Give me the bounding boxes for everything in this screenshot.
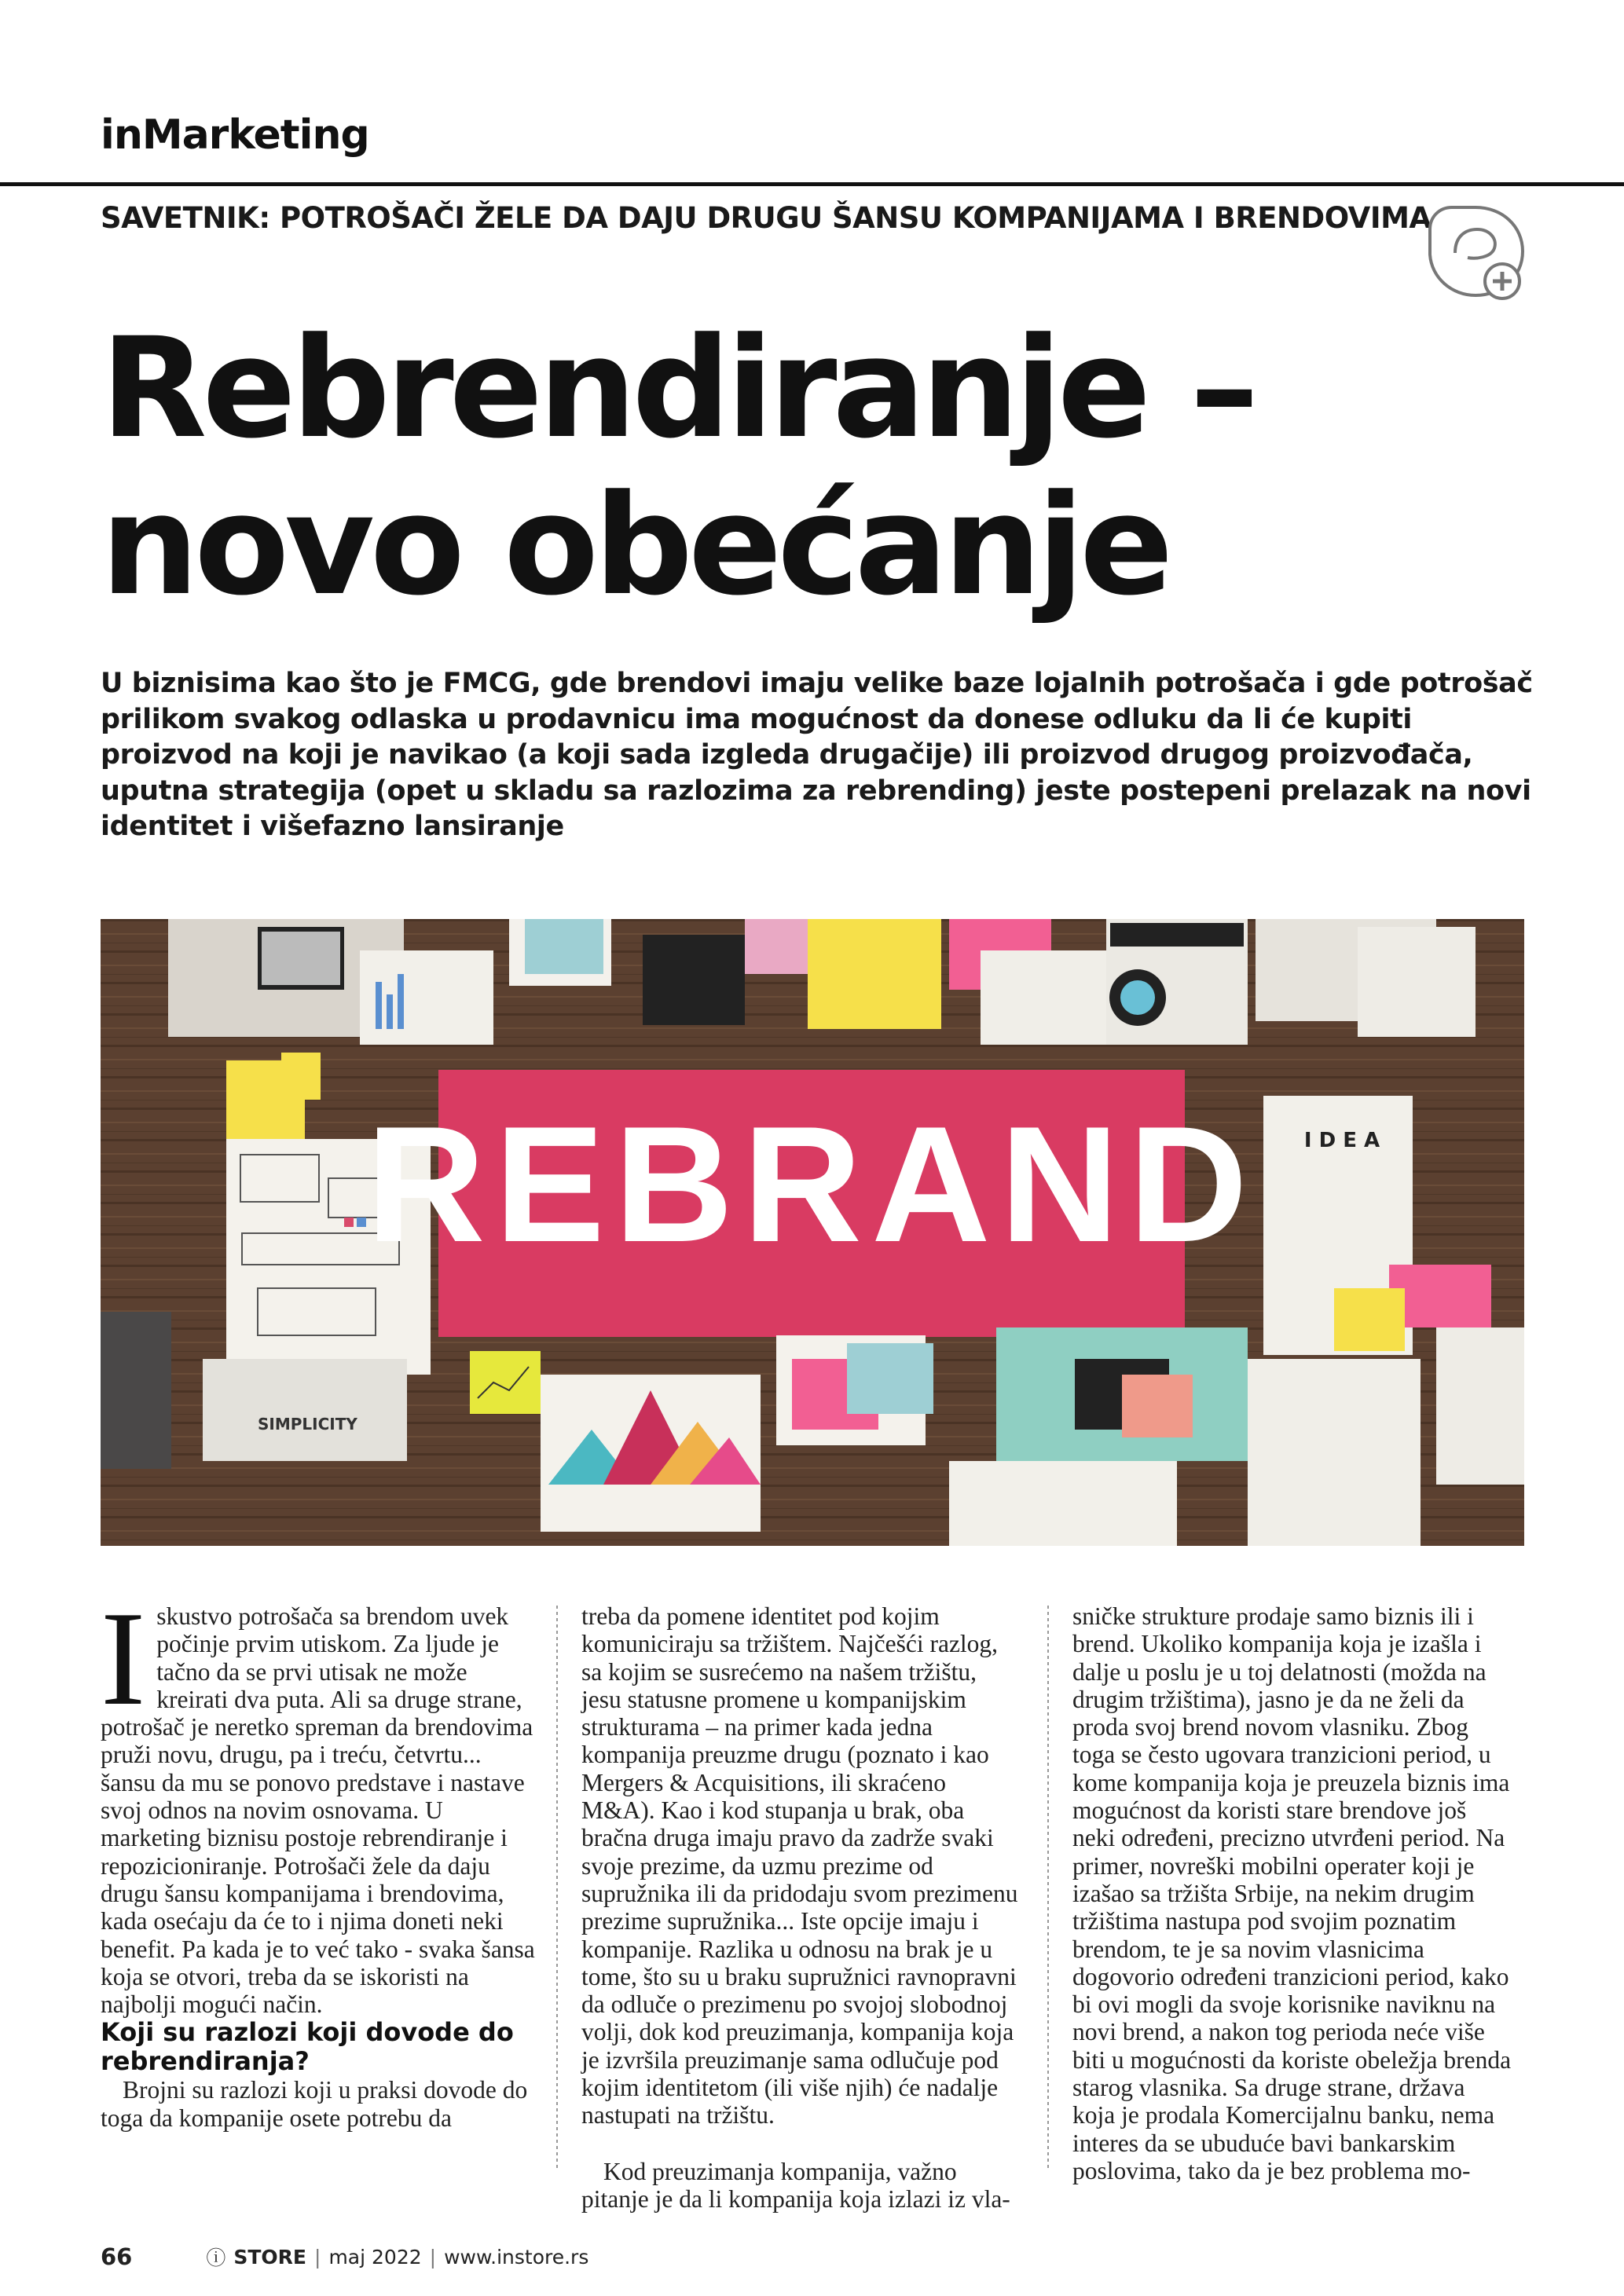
subheading: Koji su razlozi koji dovode do rebrendiranja?: [101, 2017, 514, 2077]
article-column-2: [581, 1602, 1021, 2213]
separator: |: [314, 2245, 321, 2269]
article-column-1: [101, 1584, 541, 2132]
rebrand-photo: [101, 919, 1524, 1546]
section-label: inMarketing: [101, 112, 369, 159]
paragraph: Kod preuzimanja kompanija, važno pitanje je da li kompanija koja izlazi iz vla-: [581, 2157, 1010, 2213]
website-url: www.instore.rs: [444, 2245, 589, 2269]
lead-paragraph: U biznisima kao što je FMCG, gde brendovi imaju velike baze lojalnih potrošača i gde potrošač prilikom svakog odlaska u prodavnicu ima mogućnost da donese odluku da li će kupiti proizvod na koji je navikao (a koji sada izgleda drugačije) ili proizvod drugog proizvođača, uputna strategija (opet u skladu sa razlozima za rebrending) jeste postepeni prelazak na novi identitet i višefazno lansiranje: [101, 668, 1533, 842]
column-divider: [1047, 1606, 1049, 2171]
headline-line-1: Rebrendiranje –: [101, 308, 1255, 469]
intro-paragraph: skustvo potrošača sa brendom uvek počinje prvim utiskom. Za ljude je tačno da se prvi utisak ne može kreirati dva puta. Ali sa druge strane, potrošač je neretko spreman da brendovima pruži novu, drugu, pa i treću, četvrtu... šansu da mu se ponovo predstave i nastave svoj odnos na novim osnovama. U marketing biznisu postoje rebrendiranje i repozicioniranje. Potrošači žele da daju drugu šansu kompanijama i brendovima, kada osećaju da će to i njima doneti neki benefit. Pa kada je to već tako - svaka šansa koja se otvori, treba da se iskoristi na najbolji mogući način.: [101, 1602, 535, 2019]
column-divider: [556, 1606, 558, 2171]
publication-logo-icon: ⓘ: [206, 2247, 226, 2269]
separator: |: [429, 2245, 437, 2269]
paragraph: treba da pomene identitet pod kojim komuniciraju sa tržištem. Najčešći razlog, sa kojim se susrećemo na našem tržištu, jesu statusne promene u kompanijskim strukturama – na primer kada jedna kompanija preuzme drugu (poznato i kao Mergers & Acquisitions, ili skraćeno M&A). Kao i kod stupanja u brak, oba bračna druga imaju pravo da zadrže svaki svoje prezime, da uzmu prezime od supružnika ili da pridodaju svom prezimenu prezime supružnika... Iste opcije imaju i kompanije. Razlika u odnosu na brak je u tome, što su u braku supružnici ravnopravni da odluče o prezimenu po svojoj slobodnoj volji, dok kod preuzimanja, kompanija koja je izvršila preuzimanje sama odlučuje pod kojim identitetom (ili više njih) će nadalje nastupati na tržištu.: [581, 1602, 1018, 2129]
paragraph: Brojni su razlozi koji u praksi dovode do toga da kompanije osete potrebu da: [101, 2076, 528, 2132]
drop-cap: I: [101, 1584, 146, 1734]
logo-mark-icon: [1421, 198, 1531, 308]
publication-name: STORE: [233, 2245, 307, 2269]
page-footer: [101, 2243, 588, 2271]
kicker: SAVETNIK: POTROŠAČI ŽELE DA DAJU DRUGU ŠANSU KOMPANIJAMA I BRENDOVIMA: [101, 201, 1432, 235]
paragraph: sničke strukture prodaje samo biznis ili i brend. Ukoliko kompanija koja je izašla i dalje u poslu je u toj delatnosti (možda na drugim tržištima), jasno je da ne želi da proda svoj brend novom vlasniku. Zbog toga se često ugovara tranzicioni period, u kome kompanija koja je preuzela biznis ima mogućnost da koristi stare brendove još neki određeni, precizno utvrđeni period. Na primer, novreški mobilni operater koji je izašao sa tržišta Srbije, na nekim drugim tržištima nastupa pod svojim poznatim brendom, te je sa novim vlasnicima dogovorio određeni tranzicioni period, kako bi ovi mogli da svoje korisnike naviknu na novi brend, a nakon tog perioda neće više biti u mogućnosti da koriste obeležja brenda starog vlasnika. Sa druge strane, država koja je prodala Komercijalnu banku, nema interes da se ubuduće bavi bankarskim poslovima, tako da je bez problema mo-: [1072, 1602, 1512, 2184]
top-rule: [0, 182, 1624, 186]
banner-text: REBRAND: [366, 1092, 1257, 1276]
headline-line-2: novo obećanje: [101, 465, 1169, 626]
card-simplicity-text: SIMPLICITY: [258, 1415, 357, 1434]
article-column-3: [1072, 1602, 1512, 2184]
headline: [101, 310, 1531, 624]
issue-date: maj 2022: [328, 2245, 422, 2269]
card-idea-text: I D E A: [1303, 1129, 1380, 1152]
page-number: 66: [101, 2243, 133, 2270]
